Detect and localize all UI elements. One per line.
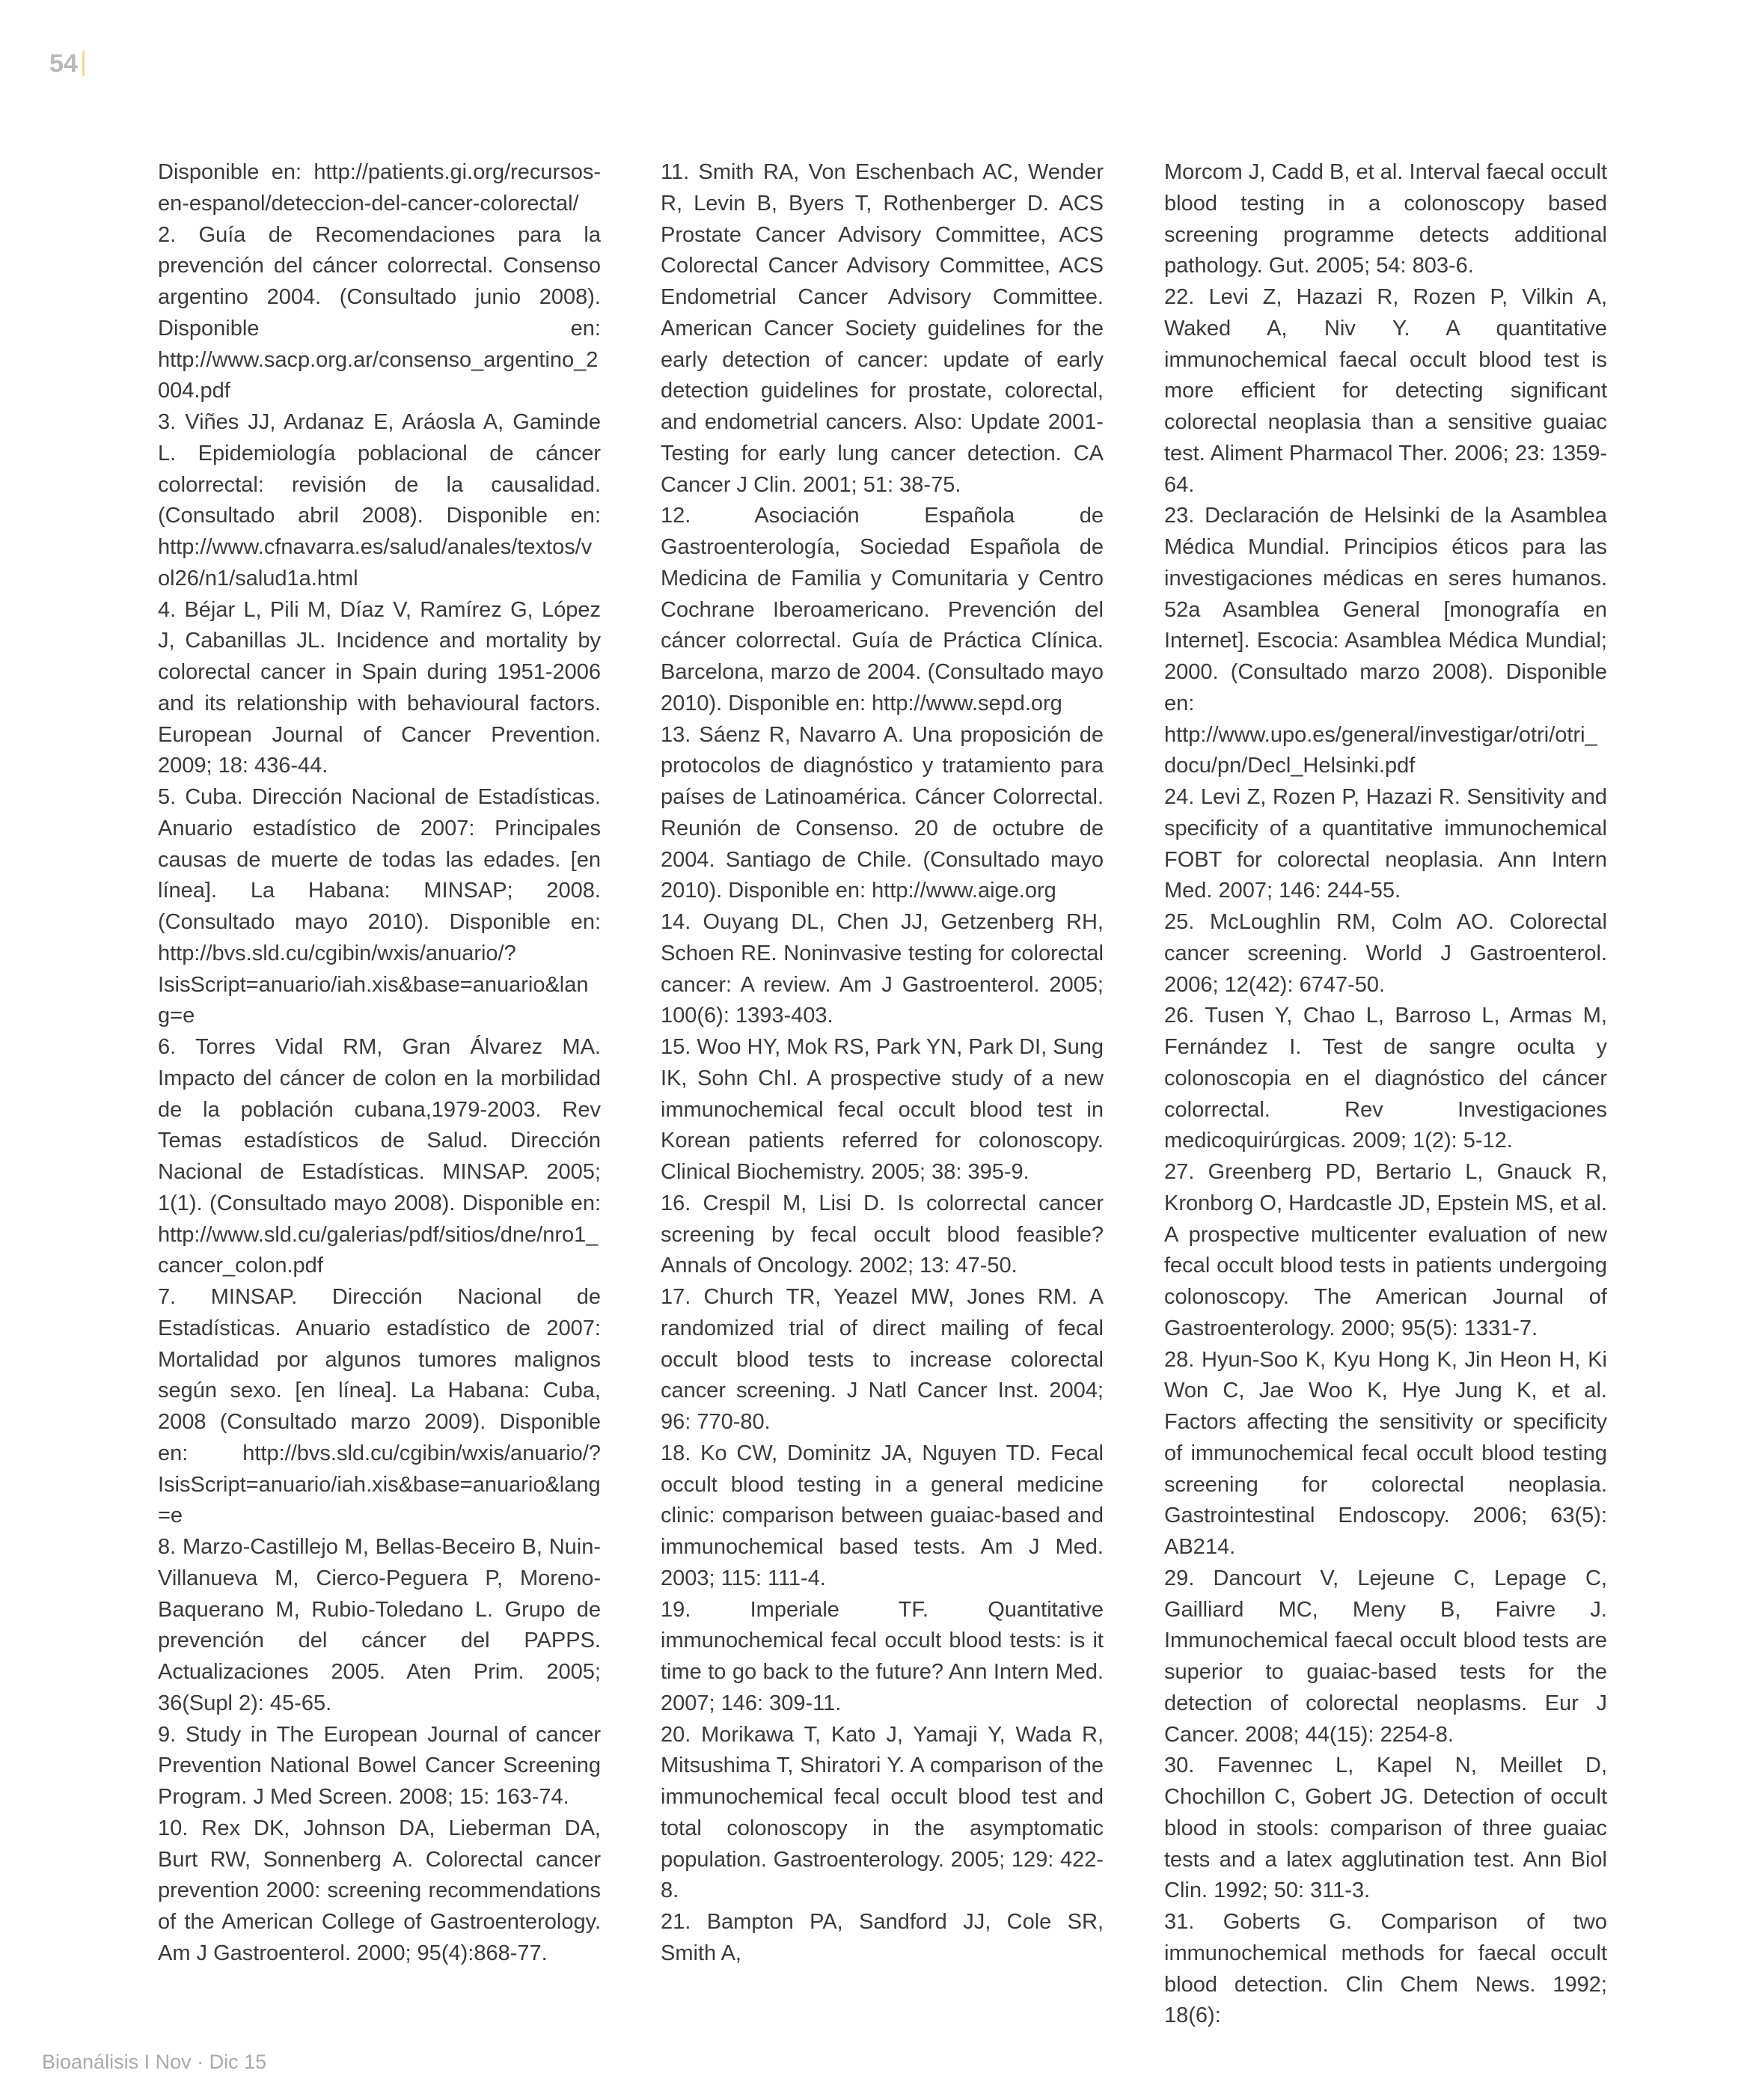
reference-entry: 11. Smith RA, Von Eschenbach AC, Wender R, Levin B, Byers T, Rothenberger D. ACS Prostate Cancer Advisory Committee, ACS Colorectal Cancer Advisory Committee, ACS Endometrial Cancer Advisory Committee. American Cancer Society guidelines for the early detection of cancer: update of early detection guidelines for prostate, colorectal, and endometrial cancers. Also: Update 2001-Testing for early lung cancer detection. CA Cancer J Clin. 2001; 51: 38-75. bbox=[661, 160, 1104, 497]
reference-entry: 27. Greenberg PD, Bertario L, Gnauck R, Kronborg O, Hardcastle JD, Epstein MS, et al. A prospective multicenter evaluation of new fecal occult blood tests in patients undergoing colonoscopy. The American Journal of Gastroenterology. 2000; 95(5): 1331-7. bbox=[1164, 1160, 1607, 1340]
reference-entry: 16. Crespil M, Lisi D. Is colorrectal cancer screening by fecal occult blood feasible? Annals of Oncology. 2002; 13: 47-50. bbox=[661, 1191, 1104, 1278]
reference-entry: Disponible en: http://patients.gi.org/recursos-en-espanol/deteccion-del-cancer-colorectal/ bbox=[158, 160, 601, 216]
reference-entry: 30. Favennec L, Kapel N, Meillet D, Chochillon C, Gobert JG. Detection of occult blood in stools: comparison of three guaiac tests and a latex agglutination test. Ann Biol Clin. 1992; 50: 311-3. bbox=[1164, 1753, 1607, 1903]
reference-entry: 23. Declaración de Helsinki de la Asamblea Médica Mundial. Principios éticos para las investigaciones médicas en seres humanos. 52a Asamblea General [monografía en Internet]. Escocia: Asamblea Médica Mundial; 2000. (Consultado marzo 2008). Disponible en: http://www.upo.es/general/investigar/otri/otri_docu/pn/Decl_Helsinki.pdf bbox=[1164, 504, 1607, 778]
reference-entry: 17. Church TR, Yeazel MW, Jones RM. A randomized trial of direct mailing of fecal occult blood tests to increase colorectal cancer screening. J Natl Cancer Inst. 2004; 96: 770-80. bbox=[661, 1285, 1104, 1434]
reference-entry: 25. McLoughlin RM, Colm AO. Colorectal cancer screening. World J Gastroenterol. 2006; 12(42): 6747-50. bbox=[1164, 910, 1607, 997]
reference-entry: 4. Béjar L, Pili M, Díaz V, Ramírez G, López J, Cabanillas JL. Incidence and mortality by colorectal cancer in Spain during 1951-2006 and its relationship with behavioural factors. European Journal of Cancer Prevention. 2009; 18: 436-44. bbox=[158, 597, 601, 778]
reference-entry: 6. Torres Vidal RM, Gran Álvarez MA. Impacto del cáncer de colon en la morbilidad de la población cubana,1979-2003. Rev Temas estadísticos de Salud. Dirección Nacional de Estadísticas. MINSAP. 2005; 1(1). (Consultado mayo 2008). Disponible en: http://www.sld.cu/galerias/pdf/sitios/dne/nro1_cancer_colon.pdf bbox=[158, 1035, 601, 1278]
reference-entry: 24. Levi Z, Rozen P, Hazazi R. Sensitivity and specificity of a quantitative immunochemical FOBT for colorectal neoplasia. Ann Intern Med. 2007; 146: 244-55. bbox=[1164, 785, 1607, 903]
references-column-2 bbox=[661, 157, 1104, 1970]
reference-entry: 8. Marzo-Castillejo M, Bellas-Beceiro B, Nuin-Villanueva M, Cierco-Peguera P, Moreno-Baquerano M, Rubio-Toledano L. Grupo de prevención del cáncer del PAPPS. Actualizaciones 2005. Aten Prim. 2005; 36(Supl 2): 45-65. bbox=[158, 1535, 601, 1715]
reference-entry: 29. Dancourt V, Lejeune C, Lepage C, Gailliard MC, Meny B, Faivre J. Immunochemical faecal occult blood tests are superior to guaiac-based tests for the detection of colorectal neoplasms. Eur J Cancer. 2008; 44(15): 2254-8. bbox=[1164, 1566, 1607, 1747]
page-footer: Bioanálisis I Nov · Dic 15 bbox=[42, 2051, 267, 2073]
reference-entry: 13. Sáenz R, Navarro A. Una proposición de protocolos de diagnóstico y tratamiento para países de Latinoamérica. Cáncer Colorrectal. Reunión de Consenso. 20 de octubre de 2004. Santiago de Chile. (Consultado mayo 2010). Disponible en: http://www.aige.org bbox=[661, 722, 1104, 903]
reference-entry: 7. MINSAP. Dirección Nacional de Estadísticas. Anuario estadístico de 2007: Mortalidad por algunos tumores malignos según sexo. [en línea]. La Habana: Cuba, 2008 (Consultado marzo 2009). Disponible en: http://bvs.sld.cu/cgibin/wxis/anuario/?IsisScript=anuario/iah.xis&base=anuario&lang=e bbox=[158, 1285, 601, 1528]
references-column-1 bbox=[158, 157, 601, 1970]
reference-entry: 21. Bampton PA, Sandford JJ, Cole SR, Smith A, bbox=[661, 1910, 1104, 1965]
reference-entry: 14. Ouyang DL, Chen JJ, Getzenberg RH, Schoen RE. Noninvasive testing for colorectal cancer: A review. Am J Gastroenterol. 2005; 100(6): 1393-403. bbox=[661, 910, 1104, 1028]
reference-entry: 10. Rex DK, Johnson DA, Lieberman DA, Burt RW, Sonnenberg A. Colorectal cancer prevention 2000: screening recommendations of the American College of Gastroenterology. Am J Gastroenterol. 2000; 95(4):868-77. bbox=[158, 1816, 601, 1965]
reference-entry: 9. Study in The European Journal of cancer Prevention National Bowel Cancer Screening Program. J Med Screen. 2008; 15: 163-74. bbox=[158, 1722, 601, 1809]
reference-entry: 5. Cuba. Dirección Nacional de Estadísticas. Anuario estadístico de 2007: Principales causas de muerte de todas las edades. [en línea]. La Habana: MINSAP; 2008. (Consultado mayo 2010). Disponible en: http://bvs.sld.cu/cgibin/wxis/anuario/?IsisScript=anuario/iah.xis&base=anuario&lan g=e bbox=[158, 785, 601, 1028]
reference-entry: 26. Tusen Y, Chao L, Barroso L, Armas M, Fernández I. Test de sangre oculta y colonoscopia en el diagnóstico del cáncer colorrectal. Rev Investigaciones medicoquirúrgicas. 2009; 1(2): 5-12. bbox=[1164, 1004, 1607, 1153]
reference-entry: 28. Hyun-Soo K, Kyu Hong K, Jin Heon H, Ki Won C, Jae Woo K, Hye Jung K, et al. Factors affecting the sensitivity or specificity of immunochemical fecal occult blood testing screening for colorectal neoplasia. Gastrointestinal Endoscopy. 2006; 63(5): AB214. bbox=[1164, 1347, 1607, 1559]
reference-entry: 31. Goberts G. Comparison of two immunochemical methods for faecal occult blood detection. Clin Chem News. 1992; 18(6): bbox=[1164, 1910, 1607, 2028]
reference-entry: 19. Imperiale TF. Quantitative immunochemical fecal occult blood tests: is it time to go back to the future? Ann Intern Med. 2007; 146: 309-11. bbox=[661, 1597, 1104, 1715]
reference-entry: 3. Viñes JJ, Ardanaz E, Aráosla A, Gaminde L. Epidemiología poblacional de cáncer colorrectal: revisión de la causalidad. (Consultado abril 2008). Disponible en: http://www.cfnavarra.es/salud/anales/textos/vol26/n1/salud1a.html bbox=[158, 410, 601, 590]
reference-entry: 15. Woo HY, Mok RS, Park YN, Park DI, Sung IK, Sohn ChI. A prospective study of a new immunochemical fecal occult blood test in Korean patients referred for colonoscopy. Clinical Biochemistry. 2005; 38: 395-9. bbox=[661, 1035, 1104, 1184]
reference-entry: 18. Ko CW, Dominitz JA, Nguyen TD. Fecal occult blood testing in a general medicine clinic: comparison between guaiac-based and immunochemical based tests. Am J Med. 2003; 115: 111-4. bbox=[661, 1441, 1104, 1590]
reference-entry: 20. Morikawa T, Kato J, Yamaji Y, Wada R, Mitsushima T, Shiratori Y. A comparison of the immunochemical fecal occult blood test and total colonoscopy in the asymptomatic population. Gastroenterology. 2005; 129: 422-8. bbox=[661, 1722, 1104, 1903]
reference-entry: 2. Guía de Recomendaciones para la prevención del cáncer colorrectal. Consenso argentino 2004. (Consultado junio 2008). Disponible en: http://www.sacp.org.ar/consenso_argentino_2004.pdf bbox=[158, 222, 601, 403]
reference-entry: Morcom J, Cadd B, et al. Interval faecal occult blood testing in a colonoscopy based screening programme detects additional pathology. Gut. 2005; 54: 803-6. bbox=[1164, 160, 1607, 278]
reference-entry: 12. Asociación Española de Gastroenterología, Sociedad Española de Medicina de Familia y Comunitaria y Centro Cochrane Iberoamericano. Prevención del cáncer colorrectal. Guía de Práctica Clínica. Barcelona, marzo de 2004. (Consultado mayo 2010). Disponible en: http://www.sepd.org bbox=[661, 504, 1104, 715]
page-number: 54 bbox=[49, 51, 85, 76]
references-column-3 bbox=[1164, 157, 1607, 2032]
reference-entry: 22. Levi Z, Hazazi R, Rozen P, Vilkin A, Waked A, Niv Y. A quantitative immunochemical faecal occult blood test is more efficient for detecting significant colorectal neoplasia than a sensitive guaiac test. Aliment Pharmacol Ther. 2006; 23: 1359-64. bbox=[1164, 285, 1607, 497]
